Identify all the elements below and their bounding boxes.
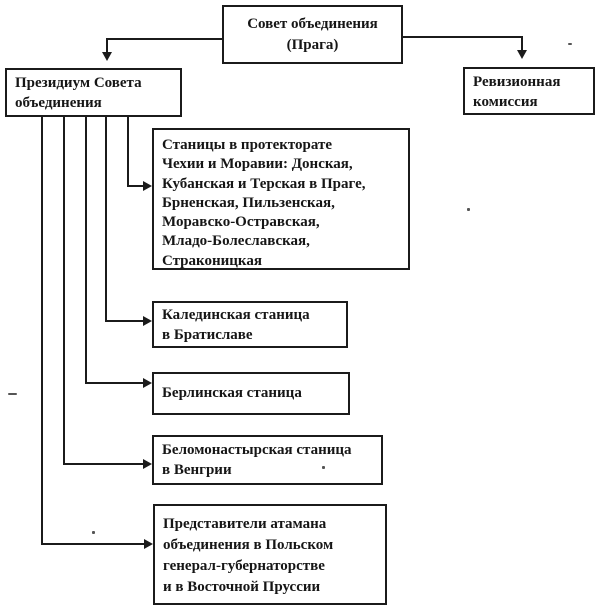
- box-ataman-line4: и в Восточной Пруссии: [163, 579, 321, 595]
- arrow-right-to-stanitsy-icon: [143, 181, 152, 191]
- scan-speck: [467, 208, 470, 211]
- scan-speck: [92, 531, 95, 534]
- connector-council-audit-v: [521, 36, 523, 51]
- arrow-down-to-audit-icon: [517, 50, 527, 59]
- box-berlin: [152, 372, 350, 415]
- scan-speck: [8, 393, 17, 395]
- drop-4-v: [63, 117, 65, 465]
- drop-4-h: [63, 463, 145, 465]
- box-belomonastyr-line1: Беломонастырская станица: [162, 442, 352, 458]
- box-stanitsy-line4: Брненская, Пильзенская,: [162, 194, 335, 211]
- box-audit-line1: Ревизионная: [473, 74, 561, 90]
- box-council: [222, 5, 403, 64]
- box-ataman-line2: объединения в Польском: [163, 537, 334, 553]
- box-kaledin: [152, 301, 348, 348]
- arrow-right-to-belomonastyr-icon: [143, 459, 152, 469]
- arrow-down-to-presidium-icon: [102, 52, 112, 61]
- box-stanitsy-line6: Младо-Болеславская,: [162, 233, 310, 250]
- box-audit-line2: комиссия: [473, 94, 538, 110]
- arrow-right-to-kaledin-icon: [143, 316, 152, 326]
- connector-council-presidium-v: [106, 38, 108, 53]
- arrow-right-to-berlin-icon: [143, 378, 152, 388]
- scan-speck: [568, 43, 572, 45]
- box-ataman-line1: Представители атамана: [163, 516, 327, 532]
- box-ataman-line3: генерал-губернаторстве: [163, 558, 325, 574]
- drop-2-h: [105, 320, 145, 322]
- box-presidium-line2: объединения: [15, 95, 102, 111]
- box-council-line2: (Прага): [286, 37, 339, 53]
- scan-speck: [322, 466, 325, 469]
- box-presidium: [5, 68, 182, 117]
- box-stanitsy-line2: Чехии и Моравии: Донская,: [162, 156, 353, 173]
- drop-3-h: [85, 382, 145, 384]
- box-kaledin-line1: Калединская станица: [162, 307, 310, 323]
- drop-5-h: [41, 543, 144, 545]
- box-stanitsy-line7: Страконицкая: [162, 252, 262, 269]
- box-audit-commission: [463, 67, 595, 115]
- box-kaledin-line2: в Братиславе: [162, 326, 253, 343]
- arrow-right-to-ataman-icon: [144, 539, 153, 549]
- box-belomonastyr-line2: в Венгрии: [162, 461, 232, 478]
- box-stanitsy: [152, 128, 410, 270]
- box-ataman-representatives: [153, 504, 387, 605]
- box-stanitsy-line3: Кубанская и Терская в Праге,: [162, 175, 366, 192]
- box-berlin-line1: Берлинская станица: [162, 385, 302, 401]
- drop-1-v: [127, 117, 129, 187]
- connector-council-audit-h: [402, 36, 523, 38]
- connector-council-presidium-h: [107, 38, 222, 40]
- box-belomonastyr: [152, 435, 383, 485]
- box-stanitsy-line5: Моравско-Остравская,: [162, 214, 320, 231]
- box-council-line1: Совет объединения: [247, 16, 378, 32]
- box-presidium-line1: Президиум Совета: [15, 75, 142, 91]
- drop-3-v: [85, 117, 87, 384]
- drop-2-v: [105, 117, 107, 322]
- drop-5-v: [41, 117, 43, 545]
- box-stanitsy-line1: Станицы в протекторате: [162, 137, 333, 153]
